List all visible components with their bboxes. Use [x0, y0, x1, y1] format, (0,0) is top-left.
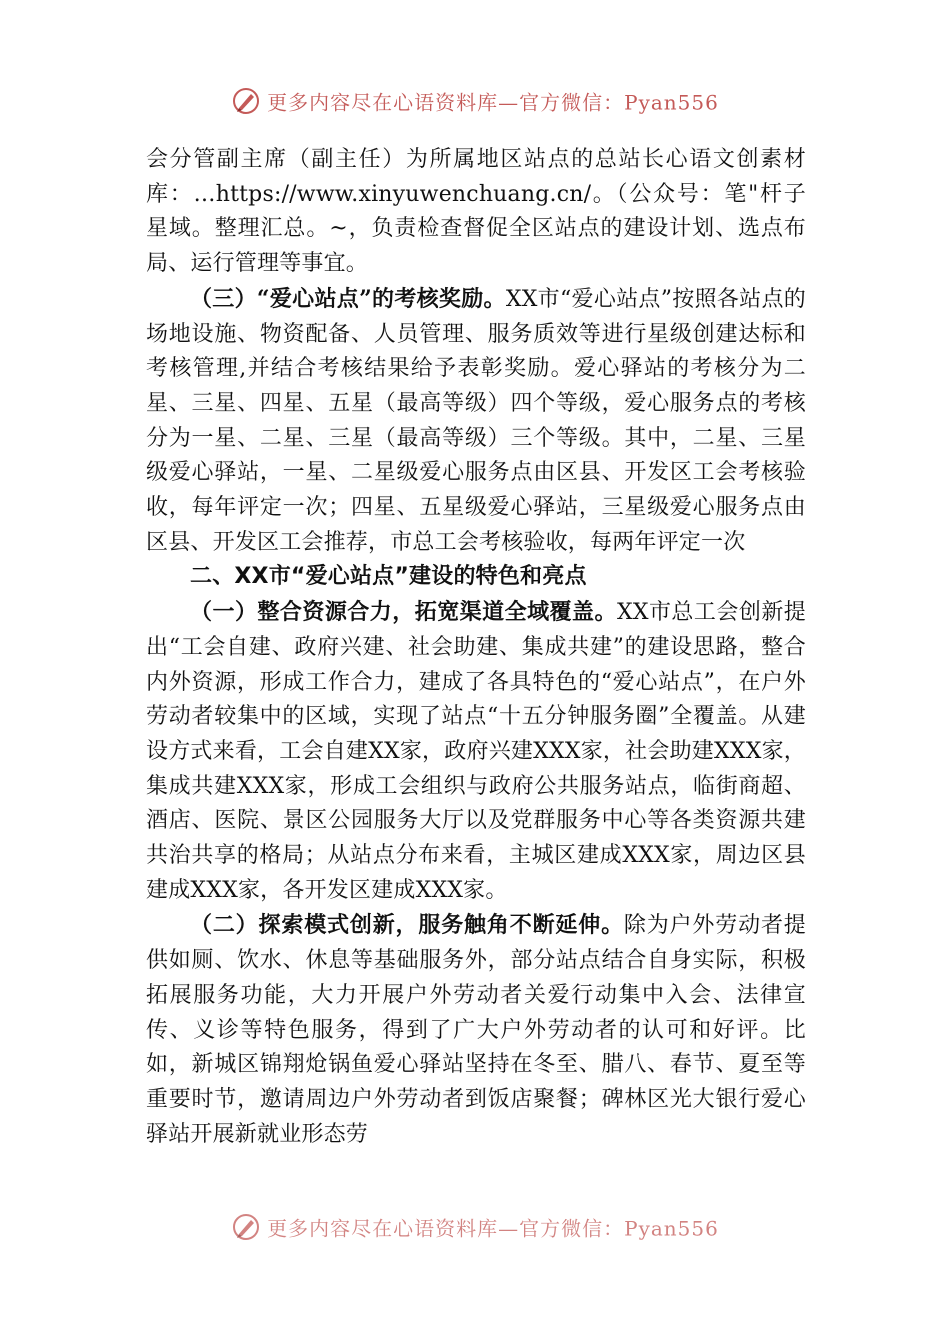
- paragraph-body: XX市“爱心站点”按照各站点的场地设施、物资配备、人员管理、服务质效等进行星级创建达标和考核管理,并结合考核结果给予表彰奖励。爱心驿站的考核分为二星、三星、四星、五星（最高等级）四个等级，爱心服务点的考核分为一星、二星、三星（最高等级）三个等级。其中，二星、三星级爱心驿站，一星、二星级爱心服务点由区县、开发区工会考核验收，每年评定一次；四星、五星级爱心驿站，三星级爱心服务点由区县、开发区工会推荐，市总工会考核验收，每两年评定一次: [146, 286, 806, 555]
- paragraph-body: 除为户外劳动者提供如厕、饮水、休息等基础服务外，部分站点结合自身实际，积极拓展服务功能，大力开展户外劳动者关爱行动集中入会、法律宣传、义诊等特色服务，得到了广大户外劳动者的认可和好评。比如，新城区锦翔炝锅鱼爱心驿站坚持在冬至、腊八、春节、夏至等重要时节，邀请周边户外劳动者到饭店聚餐；碑林区光大银行爱心驿站开展新就业形态劳: [146, 913, 806, 1147]
- paragraph-lead: （一）整合资源合力，拓宽渠道全域覆盖。: [190, 599, 617, 626]
- paragraph: 会分管副主席（副主任）为所属地区站点的总站长心语文创素材库：…https://www.xinyuwenchuang.cn/。（公众号：笔"杆子星域。整理汇总。~，负责检查督促全区站点的建设计划、选点布局、运行管理等事宜。: [146, 147, 806, 277]
- document-body: [146, 143, 806, 1152]
- paragraph: [146, 282, 806, 561]
- paragraph: [146, 595, 806, 908]
- paragraph-lead: （二）探索模式创新，服务触角不断延伸。: [190, 912, 624, 939]
- watermark-footer: [0, 1212, 950, 1242]
- paragraph-lead: （三）“爱心站点”的考核奖励。: [190, 285, 506, 312]
- paragraph-body: XX市总工会创新提出“工会自建、政府兴建、社会助建、集成共建”的建设思路，整合内外资源，形成工作合力，建成了各具特色的“爱心站点”，在户外劳动者较集中的区域，实现了站点“十五分钟服务圈”全覆盖。从建设方式来看，工会自建XX家，政府兴建XXX家，社会助建XXX家，集成共建XXX家，形成工会组织与政府公共服务站点，临街商超、酒店、医院、景区公园服务大厅以及党群服务中心等各类资源共建共治共享的格局；从站点分布来看，主城区建成XXX家，周边区县建成XXX家，各开发区建成XXX家。: [146, 600, 806, 903]
- paragraph: [146, 908, 806, 1152]
- watermark-header: [0, 86, 950, 116]
- pen-logo-icon: [231, 1212, 261, 1242]
- pen-logo-icon: [231, 86, 261, 116]
- section-heading: 二、XX市“爱心站点”建设的特色和亮点: [190, 564, 587, 590]
- watermark-text: 更多内容尽在心语资料库—官方微信：Pyan556: [267, 90, 719, 115]
- watermark-text: 更多内容尽在心语资料库—官方微信：Pyan556: [267, 1216, 719, 1241]
